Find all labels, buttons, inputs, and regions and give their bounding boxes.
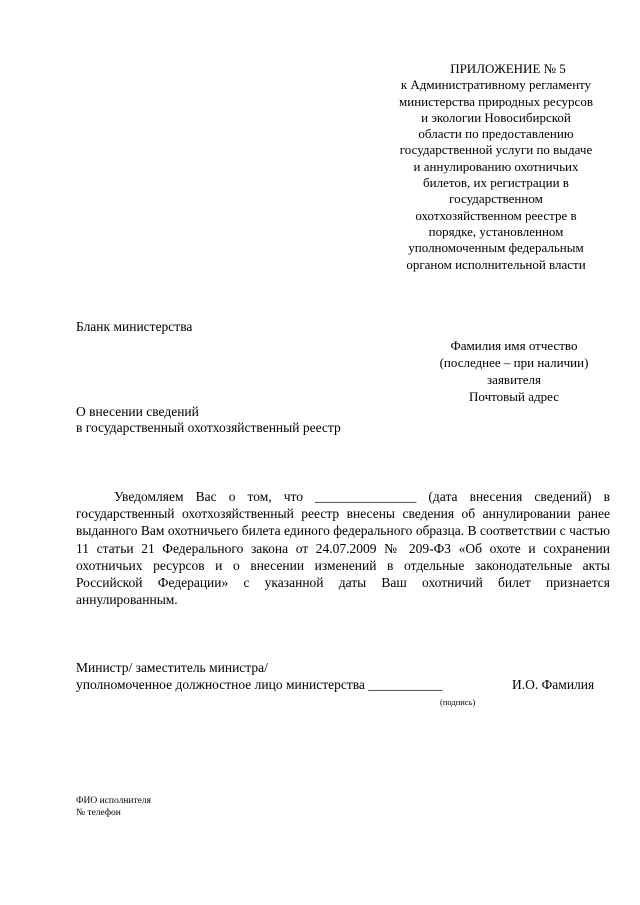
appendix-line: министерства природных ресурсов [399,93,593,109]
letter-subject [76,404,341,436]
appendix-line: и экологии Новосибирской [421,109,571,125]
notification-body: Уведомляем Вас о том, что _______________ (дата внесения сведений) в государственный охотхозяйственный реестр внесены сведения об аннулировании ранее выданного Вам охотничьего билета единого федерального образца. В соответствии с частью 11 статьи 21 Федерального закона от 24.07.2009 № 209-ФЗ «Об охоте и сохранении охотничьих ресурсов и о внесении изменений в отдельные законодательные акты Российской Федерации» с указанной даты Ваш охотничий билет признается аннулированным. [76,489,610,608]
appendix-line: государственном [449,191,543,207]
appendix-line: порядке, установленном [428,223,564,239]
signatory-position: уполномоченное должностное лицо министерства ___________ [76,677,443,692]
ministry-letterhead-label: Бланк министерства [76,319,193,334]
executor-block [76,795,151,819]
appendix-line: органом исполнительной власти [406,256,586,272]
applicant-address-block [400,337,628,405]
applicant-line: заявителя [487,372,541,387]
subject-line: О внесении сведений [76,404,199,419]
appendix-line: и аннулированию охотничьих [413,158,579,174]
signature-block [76,659,616,707]
appendix-title: ПРИЛОЖЕНИЕ № 5 [450,61,566,76]
signatory-name: И.О. Фамилия [512,677,595,692]
executor-fio: ФИО исполнителя [76,796,151,806]
appendix-line: области по предоставлению [418,126,574,142]
appendix-header [370,61,622,273]
applicant-line: (последнее – при наличии) [439,355,589,370]
signatory-title: Министр/ заместитель министра/ [76,660,268,675]
applicant-line: Фамилия имя отчество [450,338,578,353]
appendix-line: к Административному регламенту [400,77,592,93]
appendix-line: уполномоченным федеральным [408,240,584,256]
subject-line: в государственный охотхозяйственный реестр [76,420,341,435]
appendix-line: охотхозяйственном реестре в [415,207,577,223]
executor-phone: № телефон [76,808,121,818]
applicant-line: Почтовый адрес [469,389,559,404]
appendix-line: государственной услуги по выдаче [399,142,593,158]
appendix-line: билетов, их регистрации в [423,175,569,191]
signature-caption: (подпись) [440,697,476,707]
